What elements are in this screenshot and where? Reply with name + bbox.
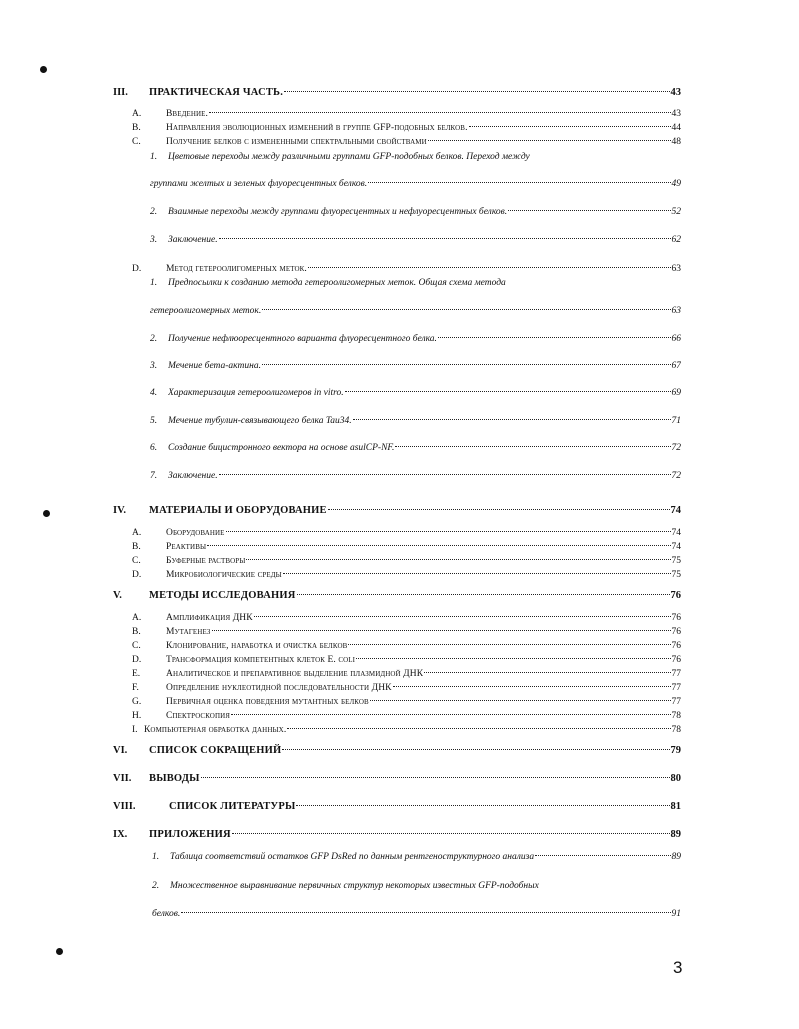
page-ref: 63 (671, 264, 681, 274)
item-title: Заключение. (168, 471, 218, 481)
item-title: Характеризация гетероолигомеров in vitro. (168, 388, 344, 398)
page-ref: 49 (671, 179, 681, 189)
page-ref: 76 (670, 590, 681, 601)
section-number: IX. (113, 829, 128, 840)
section-title: СПИСОК ЛИТЕРАТУРЫ (169, 801, 296, 812)
page-ref: 52 (671, 207, 681, 217)
page-ref: 77 (671, 669, 681, 679)
entry-title: Метод гетероолигомерных меток. (166, 264, 307, 274)
toc-section-8 (113, 800, 681, 814)
item-title: Цветовые переходы между различными группами GFP-подобных белков. Переход между (168, 152, 530, 162)
toc-section-7 (113, 772, 681, 786)
toc-item-3d4 (150, 386, 681, 400)
page-ref: 89 (671, 852, 681, 862)
punch-hole-mark (56, 948, 63, 955)
dot-leader (328, 509, 670, 510)
dot-leader (353, 419, 671, 420)
entry-title: Направления эволюционных изменений в группе GFP-подобных белков. (166, 123, 468, 133)
dot-leader (209, 112, 671, 113)
toc-item-3d6 (150, 441, 681, 455)
page-ref: 75 (671, 570, 681, 580)
entry-title: Трансформация компетентных клеток E. coli (166, 655, 356, 665)
dot-leader (469, 126, 671, 127)
toc-entry-5f (132, 681, 681, 695)
section-title: МЕТОДЫ ИССЛЕДОВАНИЯ (149, 590, 296, 601)
entry-letter: G. (132, 697, 142, 707)
item-number: 1. (150, 278, 158, 288)
toc-entry-5b (132, 625, 681, 639)
dot-leader (207, 545, 670, 546)
page-ref: 78 (671, 725, 681, 735)
item-title: Таблица соответствий остатков GFP DsRed по данным рентгеноструктурного анализа (170, 852, 535, 862)
entry-letter: A. (132, 109, 142, 119)
page-ref: 67 (671, 361, 681, 371)
item-title: Множественное выравнивание первичных структур некоторых известных GFP-подобных (170, 881, 539, 891)
toc-entry-4c (132, 554, 681, 568)
item-number: 1. (152, 852, 160, 862)
section-title: СПИСОК СОКРАЩЕНИЙ (149, 745, 282, 756)
section-number: VI. (113, 745, 128, 756)
entry-title: Получение белков с измененными спектральными свойствами (166, 137, 427, 147)
section-number: VIII. (113, 801, 136, 812)
punch-hole-mark (40, 66, 47, 73)
page-ref: 74 (671, 528, 681, 538)
dot-leader (370, 700, 671, 701)
page-ref: 62 (671, 235, 681, 245)
toc-entry-3b (132, 121, 681, 135)
dot-leader (246, 559, 670, 560)
toc-entry-5a (132, 611, 681, 625)
page-ref: 74 (671, 542, 681, 552)
toc-item-9-1 (152, 850, 681, 864)
page-ref: 72 (671, 443, 681, 453)
toc-entry-5e (132, 667, 681, 681)
toc-item-9-2 (152, 879, 681, 893)
item-title: Создание бицистронного вектора на основе asulCP-NF. (168, 443, 395, 453)
dot-leader (438, 337, 671, 338)
page-ref: 75 (671, 556, 681, 566)
entry-letter: H. (132, 711, 142, 721)
entry-letter: B. (132, 542, 141, 552)
toc-entry-5c (132, 639, 681, 653)
entry-letter: C. (132, 137, 141, 147)
entry-title: Введение. (166, 109, 208, 119)
item-number: 4. (150, 388, 158, 398)
item-title: Получение нефлюоресцентного варианта флуоресцентного белка. (168, 334, 437, 344)
item-title: Мечение тубулин-связывающего белка Tau34. (168, 416, 352, 426)
item-number: 7. (150, 471, 158, 481)
toc-item-3c3 (150, 233, 681, 247)
punch-hole-mark (43, 510, 50, 517)
item-title: Заключение. (168, 235, 218, 245)
entry-letter: C. (132, 556, 141, 566)
item-number: 2. (152, 881, 160, 891)
toc-item-3d2 (150, 332, 681, 346)
item-number: 2. (150, 207, 158, 217)
entry-title: Мутагенез (166, 627, 211, 637)
item-title: Взаимные переходы между группами флуоресцентных и нефлуоресцентных белков. (168, 207, 508, 217)
item-title-continued: белков. (152, 909, 181, 919)
dot-leader (428, 140, 671, 141)
entry-title: Реактивы (166, 542, 207, 552)
page-ref: 66 (671, 334, 681, 344)
page-ref: 72 (671, 471, 681, 481)
page-ref: 80 (670, 773, 681, 784)
toc-section-6 (113, 744, 681, 758)
dot-leader (181, 912, 670, 913)
dot-leader (508, 210, 670, 211)
dot-leader (424, 672, 670, 673)
section-title: ПРИЛОЖЕНИЯ (149, 829, 231, 840)
entry-letter: B. (132, 627, 141, 637)
toc-entry-4a (132, 526, 681, 540)
entry-letter: B. (132, 123, 141, 133)
item-title: Предпосылки к созданию метода гетероолигомерных меток. Общая схема метода (168, 278, 506, 288)
entry-title: Определение нуклеотидной последовательности ДНК (166, 683, 392, 693)
page-ref: 76 (671, 613, 681, 623)
toc-item-9-2-cont (152, 907, 681, 921)
entry-letter: A. (132, 528, 142, 538)
page-ref: 76 (671, 627, 681, 637)
dot-leader (393, 686, 671, 687)
dot-leader (283, 573, 671, 574)
toc-item-3c1 (150, 150, 681, 164)
toc-item-3d7 (150, 469, 681, 483)
toc-section-5 (113, 589, 681, 603)
dot-leader (296, 805, 669, 806)
entry-title: Микробиологические среды (166, 570, 282, 580)
page-ref: 69 (671, 388, 681, 398)
dot-leader (231, 714, 670, 715)
page-ref: 71 (671, 416, 681, 426)
page-ref: 76 (671, 655, 681, 665)
toc-entry-5h (132, 709, 681, 723)
entry-letter: F. (132, 683, 139, 693)
page-ref: 89 (670, 829, 681, 840)
item-number: 6. (150, 443, 158, 453)
toc-section-9 (113, 828, 681, 842)
dot-leader (395, 446, 670, 447)
section-title: ВЫВОДЫ (149, 773, 200, 784)
dot-leader (535, 855, 670, 856)
toc-item-3d1 (150, 276, 681, 290)
page-ref: 43 (670, 87, 681, 98)
section-number: VII. (113, 773, 132, 784)
page-ref: 78 (671, 711, 681, 721)
item-number: 3. (150, 235, 158, 245)
toc-section-3 (113, 86, 681, 100)
entry-letter: D. (132, 570, 142, 580)
page-ref: 79 (670, 745, 681, 756)
page-ref: 77 (671, 697, 681, 707)
dot-leader (226, 531, 671, 532)
dot-leader (287, 728, 670, 729)
toc-entry-4b (132, 540, 681, 554)
entry-title: Буферные растворы (166, 556, 246, 566)
entry-letter: D. (132, 264, 142, 274)
page-ref: 77 (671, 683, 681, 693)
item-number: 5. (150, 416, 158, 426)
page-ref: 63 (671, 306, 681, 316)
toc-section-4 (113, 504, 681, 518)
dot-leader (282, 749, 669, 750)
entry-title: Спектроскопия (166, 711, 231, 721)
toc-entry-3d (132, 262, 681, 276)
entry-title: Клонирование, наработка и очистка белков (166, 641, 348, 651)
dot-leader (232, 833, 670, 834)
dot-leader (212, 630, 671, 631)
page-ref: 44 (671, 123, 681, 133)
section-number: IV. (113, 505, 126, 516)
item-title-continued: группами желтых и зеленых флуоресцентных белков. (150, 179, 368, 189)
toc-item-3d1-cont (150, 304, 681, 318)
toc-entry-3a (132, 107, 681, 121)
section-number: V. (113, 590, 122, 601)
entry-letter: I. (132, 725, 138, 735)
entry-title: Амплификация ДНК (166, 613, 253, 623)
item-number: 3. (150, 361, 158, 371)
section-title: ПРАКТИЧЕСКАЯ ЧАСТЬ. (149, 87, 284, 98)
toc-entry-3c (132, 135, 681, 149)
section-number: III. (113, 87, 128, 98)
toc-entry-5g (132, 695, 681, 709)
dot-leader (356, 658, 670, 659)
dot-leader (345, 391, 671, 392)
toc-item-3d3 (150, 359, 681, 373)
page-ref: 43 (671, 109, 681, 119)
entry-letter: D. (132, 655, 142, 665)
entry-letter: C. (132, 641, 141, 651)
dot-leader (308, 267, 671, 268)
section-title: МАТЕРИАЛЫ И ОБОРУДОВАНИЕ (149, 505, 327, 516)
entry-letter: E. (132, 669, 141, 679)
toc-entry-5i (132, 723, 681, 737)
item-number: 1. (150, 152, 158, 162)
page-number: 3 (673, 958, 683, 977)
page-ref: 91 (671, 909, 681, 919)
toc-entry-4d (132, 568, 681, 582)
page-ref: 48 (671, 137, 681, 147)
toc-item-3c1-cont (150, 177, 681, 191)
item-title: Мечение бета-актина. (168, 361, 261, 371)
dot-leader (262, 309, 670, 310)
entry-title: Первичная оценка поведения мутантных белков (166, 697, 369, 707)
entry-title: Компьютерная обработка данных. (144, 725, 287, 735)
dot-leader (219, 474, 671, 475)
toc-item-3d5 (150, 414, 681, 428)
entry-title: Оборудование (166, 528, 225, 538)
toc-item-3c2 (150, 205, 681, 219)
item-number: 2. (150, 334, 158, 344)
entry-title: Аналитическое и препаративное выделение плазмидной ДНК (166, 669, 424, 679)
page-ref: 81 (670, 801, 681, 812)
dot-leader (254, 616, 671, 617)
item-title-continued: гетероолигомерных меток. (150, 306, 262, 316)
dot-leader (297, 594, 670, 595)
dot-leader (284, 91, 669, 92)
page-ref: 74 (670, 505, 681, 516)
dot-leader (262, 364, 671, 365)
entry-letter: A. (132, 613, 142, 623)
page-ref: 76 (671, 641, 681, 651)
dot-leader (219, 238, 671, 239)
dot-leader (201, 777, 670, 778)
dot-leader (348, 644, 670, 645)
dot-leader (368, 182, 670, 183)
toc-entry-5d (132, 653, 681, 667)
